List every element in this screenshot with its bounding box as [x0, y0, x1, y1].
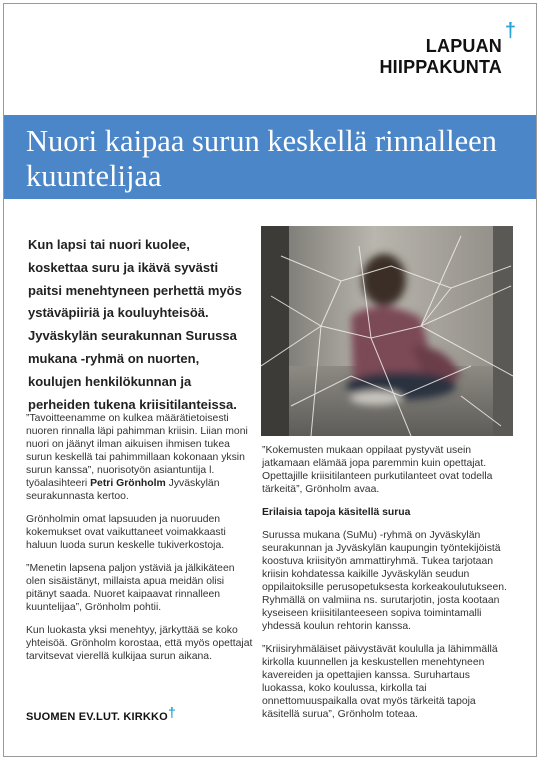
- page-title: Nuori kaipaa surun keskellä rinnalleen kuuntelijaa: [26, 124, 497, 193]
- lead-paragraph: Kun lapsi tai nuori kuolee, koskettaa suru ja ikävä syvästi paitsi menehtyneen perhettä myös ystäväpiiriä ja kouluyhteisöä. Jyväskylän seurakunnan Surussa mukana -ryhmä on nuorten, koulujen henkilökunnan ja perheiden tukena kriisitilanteissa.: [28, 237, 242, 412]
- right-paragraph-3: ”Kriisiryhmäläiset päivystävät koululla ja lähimmällä kirkolla kuunnellen ja keskustellen menehtyneen kavereiden ja opettajien kanssa. Suruhartaus luokassa, koko koulussa, kirkolla tai onnettomuuspaikalla ovat myös tärkeitä tapoja käsitellä surua”, Grönholm toteaa.: [262, 644, 498, 720]
- title-banner: [4, 115, 536, 199]
- left-paragraph-4: Kun luokasta yksi menehtyy, järkyttää se koko yhteisöä. Grönholm korostaa, että myös opettajat tarvitsevat vierellä kulkijaa surun aikana.: [26, 625, 253, 662]
- right-column: [262, 444, 514, 731]
- section-subheading: Erilaisia tapoja käsitellä surua: [262, 507, 411, 518]
- logo-line2: HIIPPAKUNTA: [379, 57, 502, 77]
- photo-icon: [261, 226, 513, 436]
- church-logo: SUOMEN EV.LUT. KIRKKO: [26, 711, 168, 723]
- person-name: Petri Grönholm: [90, 478, 166, 489]
- left-paragraph-1: [26, 412, 254, 503]
- right-paragraph-1: ”Kokemusten mukaan oppilaat pystyvät usein jatkamaan elämää jopa paremmin kuin opettajat. Opettajille kriisitilanteen purkutilanteet ovat todella tärkeitä”, Grönholm avaa.: [262, 445, 493, 495]
- quote-text: ”Tavoitteenamme on kulkea määrätietoisesti nuoren rinnalla läpi pahimman kriisin. Liian moni nuori on jäänyt ilman aikuisen ihmisen tukea surun keskellä tai pahimmillaan kokonaan yksin surun kanssa”, nuorisotyön asiantuntija l. työalasihteeri: [26, 413, 248, 489]
- cross-icon: †: [504, 20, 516, 42]
- left-paragraph-2: Grönholmin omat lapsuuden ja nuoruuden kokemukset ovat vaikuttaneet voimakkaasti haluun luoda surun keskelle tukiverkostoja.: [26, 514, 226, 551]
- left-paragraph-3: ”Menetin lapsena paljon ystäviä ja jälkikäteen olen sisäistänyt, millaista apua meidän olisi pitänyt saada. Nuoret kaipaavat rinnalleen kuuntelijaa”, Grönholm pohtii.: [26, 563, 235, 613]
- left-column: [26, 412, 254, 673]
- right-paragraph-2: Surussa mukana (SuMu) -ryhmä on Jyväskylän seurakunnan ja Jyväskylän kaupungin työntekijöistä koostuva kriisityön ammattiryhmä. Tukea tarjotaan kriisin kohdatessa kaikille Jyväskylän seudun oppilaitoksille perusopetuksesta korkeakoulutukseen. Ryhmällä on valmiina ns. surutarjotin, josta kootaan kyseiseen kriisitilanteeseen sopiva toimintamalli yhdessä koulun rehtorin kanssa.: [262, 530, 507, 632]
- footer-cross-icon: †: [168, 704, 176, 720]
- article-photo: [261, 226, 513, 436]
- quote-attribution: Jyväskylän seurakunnasta kertoo.: [26, 478, 220, 502]
- logo-line1: LAPUAN: [425, 36, 502, 56]
- diocese-logo: [379, 36, 502, 78]
